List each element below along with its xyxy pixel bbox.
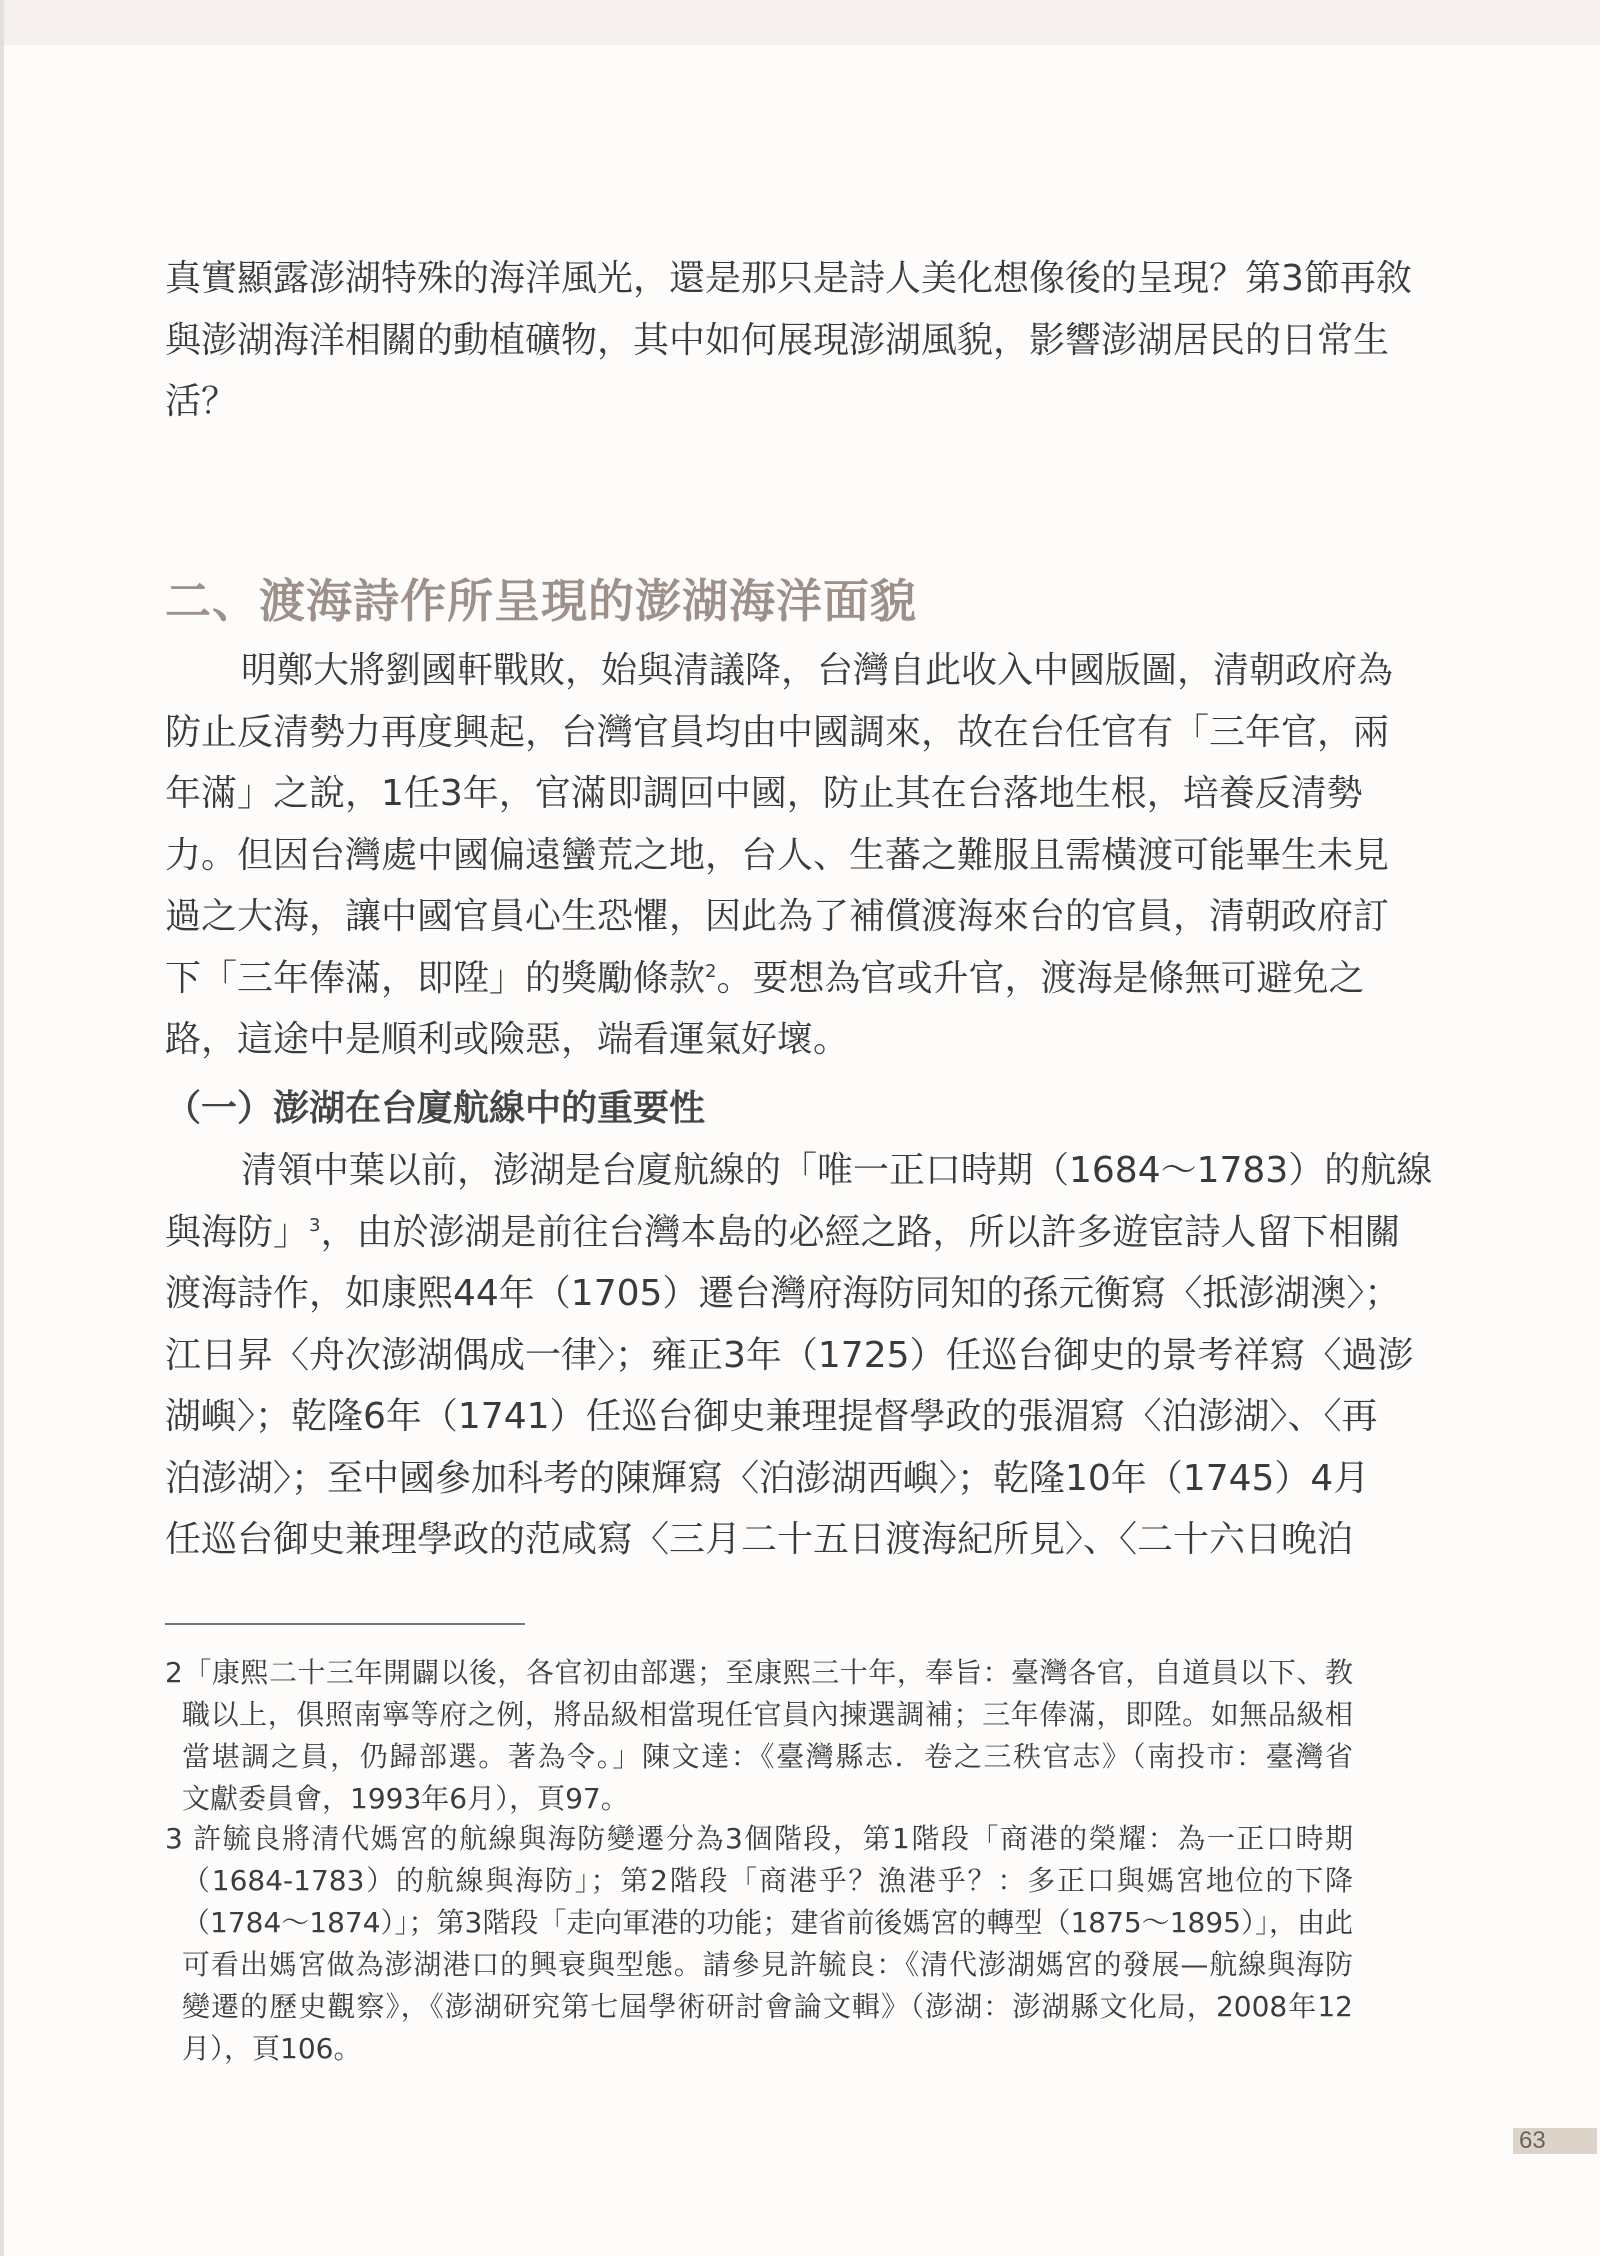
footnote-line: （1784～1874）」；第3階段「走向軍港的功能；建省前後媽宮的轉型（1875～1895）」，由此: [182, 1906, 1353, 1939]
text-line: 力。但因台灣處中國偏遠蠻荒之地，台人、生蕃之難服且需橫渡可能畢生未見: [165, 834, 1390, 876]
footnote-line: 職以上，俱照南寧等府之例，將品級相當現任官員內揀選調補；三年俸滿，即陞。如無品級相: [182, 1698, 1353, 1731]
footnote-line: 變遷的歷史觀察》，《澎湖研究第七屆學術研討會論文輯》（澎湖：澎湖縣文化局，2008年12: [182, 1990, 1353, 2023]
page-number: 63: [1513, 2128, 1597, 2154]
footnote-3: [165, 1818, 1353, 2070]
text-line: 渡海詩作，如康熙44年（1705）遷台灣府海防同知的孫元衡寫〈抵澎湖澳〉；: [165, 1273, 1401, 1314]
footnote-line: （1684-1783）的航線與海防」；第2階段「商港乎？漁港乎？：多正口與媽宮地位的下降: [182, 1864, 1353, 1897]
text-line: [165, 1202, 1401, 1264]
text-line: 明鄭大將劉國軒戰敗，始與清議降，台灣自此收入中國版圖，清朝政府為: [241, 650, 1394, 691]
text-line: [165, 948, 1365, 1010]
section-heading: 二、渡海詩作所呈現的澎湖海洋面貌: [165, 574, 917, 628]
footnote-line: 文獻委員會，1993年6月），頁97。: [182, 1782, 629, 1815]
footnote-line: 3 許毓良將清代媽宮的航線與海防變遷分為3個階段，第1階段「商港的榮耀：為一正口時期: [165, 1822, 1353, 1855]
text-segment: 與海防」: [165, 1211, 310, 1253]
text-line: 路，這途中是順利或險惡，端看運氣好壞。: [165, 1019, 850, 1060]
text-line: 年滿」之說，1任3年，官滿即調回中國，防止其在台落地生根，培養反清勢: [165, 773, 1363, 814]
scan-left-edge: [0, 0, 4, 2256]
text-segment: 下「三年俸滿，即陞」的獎勵條款: [165, 957, 706, 999]
text-segment: ，由於澎湖是前往台灣本島的必經之路，所以許多遊宦詩人留下相關: [320, 1211, 1401, 1253]
text-line: 清領中葉以前，澎湖是台廈航線的「唯一正口時期（1684～1783）的航線: [241, 1150, 1433, 1191]
text-line: 湖嶼〉；乾隆6年（1741）任巡台御史兼理提督學政的張湄寫〈泊澎湖〉、〈再: [165, 1396, 1378, 1437]
paragraph-1: [165, 640, 1394, 1071]
footnote-divider: [165, 1623, 525, 1625]
scan-top-band: [0, 0, 1600, 45]
footnote-line: 可看出媽宮做為澎湖港口的興衰與型態。請參見許毓良：《清代澎湖媽宮的發展—航線與海防: [182, 1948, 1353, 1981]
subsection-heading: （一）澎湖在台廈航線中的重要性: [165, 1088, 706, 1129]
text-line: 防止反清勢力再度興起，台灣官員均由中國調來，故在台任官有「三年官，兩: [165, 711, 1390, 753]
footnote-line: 當堪調之員，仍歸部選。著為令。」陳文達：《臺灣縣志．卷之三秩官志》（南投市：臺灣省: [182, 1740, 1353, 1773]
text-line: 過之大海，讓中國官員心生恐懼，因此為了補償渡海來台的官員，清朝政府訂: [165, 896, 1390, 937]
footnote-2: [165, 1652, 1353, 1820]
footnote-ref-3[interactable]: 3: [309, 1214, 321, 1236]
footnote-line: 月），頁106。: [182, 2032, 362, 2065]
text-line: 真實顯露澎湖特殊的海洋風光，還是那只是詩人美化想像後的呈現？第3節再敘: [165, 258, 1412, 299]
intro-paragraph: [165, 248, 1412, 433]
text-line: 與澎湖海洋相關的動植礦物，其中如何展現澎湖風貌，影響澎湖居民的日常生: [165, 319, 1390, 361]
footnote-ref-2[interactable]: 2: [705, 960, 717, 982]
footnote-line: 2「康熙二十三年開闢以後，各官初由部選；至康熙三十年，奉旨：臺灣各官，自道員以下、教: [165, 1656, 1353, 1689]
text-line: 泊澎湖〉；至中國參加科考的陳輝寫〈泊澎湖西嶼〉；乾隆10年（1745）4月: [165, 1457, 1370, 1499]
text-line: 活？: [165, 381, 238, 422]
text-line: 江日昇〈舟次澎湖偶成一律〉；雍正3年（1725）任巡台御史的景考祥寫〈過澎: [165, 1334, 1414, 1376]
text-line: 任巡台御史兼理學政的范咸寫〈三月二十五日渡海紀所見〉、〈二十六日晚泊: [165, 1519, 1354, 1560]
paragraph-2: [165, 1140, 1433, 1571]
text-segment: 。要想為官或升官，渡海是條無可避免之: [716, 957, 1365, 999]
